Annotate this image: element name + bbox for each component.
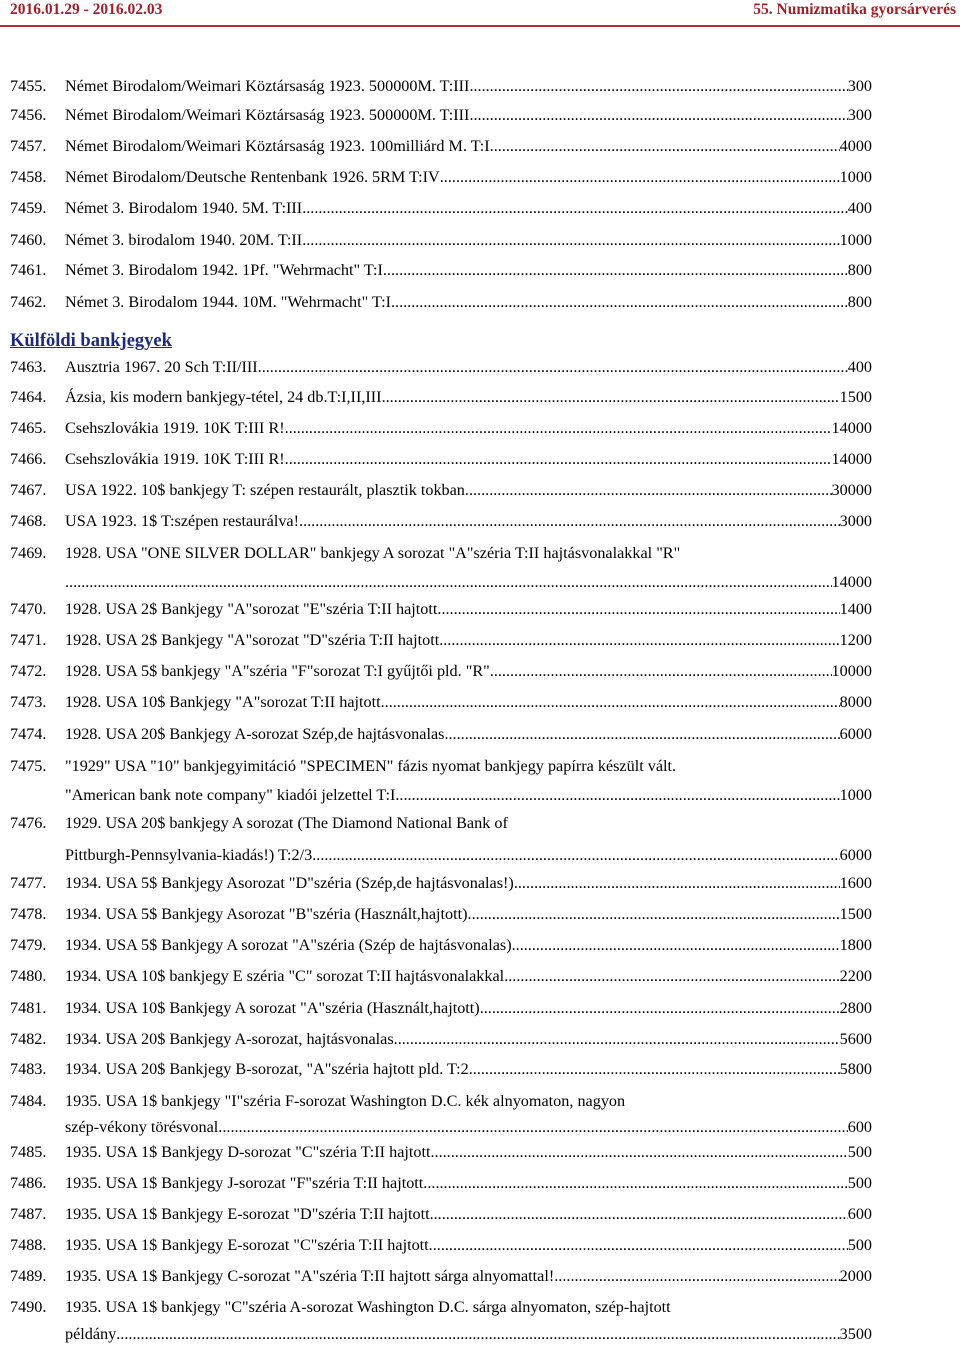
lot-item — [10, 998, 872, 1019]
lot-price: 5800 — [839, 1060, 872, 1078]
lot-item — [10, 292, 872, 313]
lot-item — [10, 904, 872, 925]
lot-price: 2200 — [839, 967, 872, 985]
lot-description: Német 3. Birodalom 1944. 10M. "Wehrmacht" T:I — [65, 293, 391, 311]
lot-price: 800 — [847, 261, 872, 279]
lot-description: 1935. USA 1$ bankjegy "I"széria F-sorozat Washington D.C. kék alnyomaton, nagyon — [65, 1092, 626, 1110]
dot-leader — [391, 292, 848, 313]
dot-leader — [218, 1117, 847, 1138]
lot-item — [10, 813, 872, 834]
lot-number: 7464. — [10, 388, 47, 406]
lot-description-continued: "American bank note company" kiadói jelzettel T:I — [65, 786, 396, 804]
dot-leader — [480, 998, 840, 1019]
lot-number: 7478. — [10, 905, 47, 923]
lot-number: 7476. — [10, 814, 47, 832]
dot-leader — [429, 1235, 848, 1256]
lot-number: 7459. — [10, 199, 47, 217]
dot-leader — [285, 449, 832, 470]
lot-description: Német Birodalom/Weimari Köztársaság 1923. 100milliárd M. T:I — [65, 137, 490, 155]
dot-leader — [490, 661, 832, 682]
lot-number: 7485. — [10, 1143, 47, 1161]
lot-item — [10, 136, 872, 157]
lot-price: 1500 — [839, 388, 872, 406]
dot-leader — [394, 1029, 840, 1050]
lot-item — [10, 418, 872, 439]
lot-description: USA 1923. 1$ T:szépen restaurálva! — [65, 512, 300, 530]
lot-number: 7477. — [10, 874, 47, 892]
lot-item — [10, 1142, 872, 1163]
lot-description: 1928. USA 2$ Bankjegy "A"sorozat "E"széria T:II hajtott — [65, 600, 438, 618]
lot-number: 7486. — [10, 1174, 47, 1192]
lot-item — [10, 387, 872, 408]
lot-number: 7480. — [10, 967, 47, 985]
lot-price: 3000 — [839, 512, 872, 530]
lot-description: 1934. USA 5$ Bankjegy A sorozat "A"széria (Szép de hajtásvonalas) — [65, 936, 512, 954]
lot-price: 300 — [847, 77, 872, 95]
lot-description-continued: példány — [65, 1325, 117, 1343]
lot-description: "1929" USA "10" bankjegyimitáció "SPECIMEN" fázis nyomat bankjegy papírra készült vált. — [65, 757, 677, 775]
dot-leader — [439, 630, 839, 651]
lot-price: 2800 — [839, 999, 872, 1017]
dot-leader — [285, 418, 832, 439]
lot-description: Német 3. birodalom 1940. 20M. T:II — [65, 231, 303, 249]
dot-leader — [469, 1059, 840, 1080]
dot-leader — [258, 357, 848, 378]
lot-price: 600 — [847, 1118, 872, 1136]
lot-description: 1934. USA 20$ Bankjegy B-sorozat, "A"széria hajtott pld. T:2 — [65, 1060, 469, 1078]
dot-leader — [469, 76, 847, 97]
dot-leader — [465, 480, 832, 501]
lot-description: 1934. USA 10$ Bankjegy A sorozat "A"széria (Használt,hajtott) — [65, 999, 480, 1017]
dot-leader — [444, 724, 839, 745]
lot-number: 7490. — [10, 1298, 47, 1316]
dot-leader — [395, 785, 839, 806]
lot-description: Német Birodalom/Weimari Köztársaság 1923. 500000M. T:III — [65, 77, 470, 95]
lot-price: 1800 — [839, 936, 872, 954]
lot-number: 7468. — [10, 512, 47, 530]
lot-item — [10, 756, 872, 777]
lot-price: 6000 — [839, 725, 872, 743]
lot-price: 1600 — [839, 874, 872, 892]
lot-item — [10, 724, 872, 745]
lot-number: 7455. — [10, 77, 47, 95]
lot-number: 7466. — [10, 450, 47, 468]
lot-item — [10, 935, 872, 956]
lot-item — [10, 1029, 872, 1050]
dot-leader — [383, 260, 848, 281]
lot-item — [10, 449, 872, 470]
lot-item — [10, 167, 872, 188]
lot-number: 7474. — [10, 725, 47, 743]
lot-price: 1200 — [839, 631, 872, 649]
lot-item — [10, 76, 872, 97]
lot-description: 1929. USA 20$ bankjegy A sorozat (The Diamond National Bank of — [65, 814, 508, 832]
lot-item — [10, 1204, 872, 1225]
lot-item — [10, 1059, 872, 1080]
lot-description-continued: szép-vékony törésvonal — [65, 1118, 219, 1136]
lot-description: Német 3. Birodalom 1942. 1Pf. "Wehrmacht" T:I — [65, 261, 383, 279]
dot-leader — [512, 935, 840, 956]
lot-description: 1928. USA 5$ bankjegy "A"széria "F"sorozat T:I gyűjtői pld. "R" — [65, 662, 490, 680]
header-date-range: 2016.01.29 - 2016.02.03 — [10, 1, 163, 18]
lot-item — [10, 260, 872, 281]
lot-item — [10, 105, 872, 126]
lot-price: 6000 — [839, 846, 872, 864]
dot-leader — [299, 511, 840, 532]
lot-item-continuation — [65, 845, 872, 866]
lot-item-continuation — [65, 785, 872, 806]
dot-leader — [381, 692, 840, 713]
lot-description-continued: Pittburgh-Pennsylvania-kiadás!) T:2/3 — [65, 846, 313, 864]
lot-number: 7463. — [10, 358, 47, 376]
lot-number: 7458. — [10, 168, 47, 186]
lot-price: 1000 — [839, 231, 872, 249]
lot-number: 7457. — [10, 137, 47, 155]
lot-item — [10, 357, 872, 378]
lot-description: 1935. USA 1$ bankjegy "C"széria A-sorozat Washington D.C. sárga alnyomaton, szép-hajtott — [65, 1298, 671, 1316]
lot-item — [10, 543, 872, 564]
lot-number: 7467. — [10, 481, 47, 499]
lot-item — [10, 511, 872, 532]
lot-description: 1928. USA 20$ Bankjegy A-sorozat Szép,de hajtásvonalas — [65, 725, 445, 743]
lot-item — [10, 873, 872, 894]
lot-number: 7475. — [10, 757, 47, 775]
lot-number: 7460. — [10, 231, 47, 249]
lot-price: 1500 — [839, 905, 872, 923]
dot-leader — [116, 1324, 839, 1345]
dot-leader — [65, 572, 832, 593]
lot-description: 1935. USA 1$ Bankjegy C-sorozat "A"széria T:II hajtott sárga alnyomattal! — [65, 1267, 555, 1285]
lot-description: 1934. USA 20$ Bankjegy A-sorozat, hajtásvonalas — [65, 1030, 394, 1048]
dot-leader — [302, 230, 839, 251]
lot-description: Német Birodalom/Deutsche Rentenbank 1926. 5RM T:IV — [65, 168, 440, 186]
lot-price: 500 — [847, 1143, 872, 1161]
lot-item-continuation — [65, 572, 872, 593]
dot-leader — [437, 599, 839, 620]
lot-item — [10, 661, 872, 682]
dot-leader — [423, 1173, 847, 1194]
dot-leader — [490, 136, 840, 157]
lot-description: 1934. USA 10$ bankjegy E széria "C" sorozat T:II hajtásvonalakkal — [65, 967, 505, 985]
lot-description: Ázsia, kis modern bankjegy-tétel, 24 db.T:I,II,III — [65, 388, 382, 406]
lot-price: 14000 — [831, 450, 872, 468]
lot-item — [10, 230, 872, 251]
lot-item — [10, 966, 872, 987]
lot-item — [10, 1173, 872, 1194]
lot-description: 1934. USA 5$ Bankjegy Asorozat "B"széria (Használt,hajtott) — [65, 905, 468, 923]
lot-description: 1934. USA 5$ Bankjegy Asorozat "D"széria (Szép,de hajtásvonalas!) — [65, 874, 514, 892]
lot-price: 800 — [847, 293, 872, 311]
lot-number: 7470. — [10, 600, 47, 618]
dot-leader — [504, 966, 839, 987]
lot-price: 1000 — [839, 786, 872, 804]
lot-price: 400 — [847, 199, 872, 217]
dot-leader — [302, 198, 848, 219]
lot-price: 400 — [847, 358, 872, 376]
lot-description: 1935. USA 1$ Bankjegy E-sorozat "D"széria T:II hajtott — [65, 1205, 430, 1223]
lot-number: 7489. — [10, 1267, 47, 1285]
lot-price: 14000 — [831, 419, 872, 437]
lot-price: 4000 — [839, 137, 872, 155]
lot-number: 7456. — [10, 106, 47, 124]
lot-item — [10, 1091, 872, 1112]
dot-leader — [312, 845, 839, 866]
lot-price: 500 — [847, 1174, 872, 1192]
lot-description: USA 1922. 10$ bankjegy T: szépen restaurált, plasztik tokban — [65, 481, 465, 499]
lot-price: 14000 — [831, 573, 872, 591]
lot-description: Német 3. Birodalom 1940. 5M. T:III — [65, 199, 303, 217]
lot-number: 7484. — [10, 1092, 47, 1110]
lot-number: 7461. — [10, 261, 47, 279]
lot-item — [10, 1297, 872, 1318]
lot-item — [10, 198, 872, 219]
dot-leader — [554, 1266, 839, 1287]
dot-leader — [514, 873, 840, 894]
dot-leader — [430, 1142, 847, 1163]
lot-number: 7481. — [10, 999, 47, 1017]
lot-number: 7488. — [10, 1236, 47, 1254]
lot-number: 7473. — [10, 693, 47, 711]
dot-leader — [468, 904, 840, 925]
lot-description: 1935. USA 1$ Bankjegy J-sorozat "F"széria T:II hajtott — [65, 1174, 424, 1192]
lot-number: 7465. — [10, 419, 47, 437]
header-auction-title: 55. Numizmatika gyorsárverés — [753, 1, 956, 18]
lot-description: 1928. USA "ONE SILVER DOLLAR" bankjegy A sorozat "A"széria T:II hajtásvonalakkal "R" — [65, 544, 681, 562]
lot-item — [10, 1266, 872, 1287]
lot-price: 3500 — [839, 1325, 872, 1343]
lot-price: 1400 — [839, 600, 872, 618]
lot-price: 30000 — [831, 481, 872, 499]
lot-description: 1935. USA 1$ Bankjegy E-sorozat "C"széria T:II hajtott — [65, 1236, 429, 1254]
lot-item — [10, 480, 872, 501]
lot-description: Csehszlovákia 1919. 10K T:III R! — [65, 419, 285, 437]
lot-number: 7482. — [10, 1030, 47, 1048]
lot-item — [10, 1235, 872, 1256]
lot-price: 600 — [847, 1205, 872, 1223]
lot-description: 1935. USA 1$ Bankjegy D-sorozat "C"széria T:II hajtott — [65, 1143, 431, 1161]
lot-price: 300 — [847, 106, 872, 124]
lot-item-continuation — [65, 1117, 872, 1138]
lot-item — [10, 630, 872, 651]
dot-leader — [430, 1204, 848, 1225]
lot-price: 10000 — [831, 662, 872, 680]
dot-leader — [469, 105, 847, 126]
lot-price: 500 — [847, 1236, 872, 1254]
lot-number: 7483. — [10, 1060, 47, 1078]
lot-number: 7479. — [10, 936, 47, 954]
lot-description: Német Birodalom/Weimari Köztársaság 1923. 500000M. T:III — [65, 106, 470, 124]
lot-item — [10, 692, 872, 713]
dot-leader — [440, 167, 840, 188]
lot-item-continuation — [65, 1324, 872, 1345]
lot-description: 1928. USA 10$ Bankjegy "A"sorozat T:II hajtott — [65, 693, 381, 711]
lot-price: 5600 — [839, 1030, 872, 1048]
lot-item — [10, 599, 872, 620]
lot-description: Ausztria 1967. 20 Sch T:II/III — [65, 358, 258, 376]
lot-number: 7472. — [10, 662, 47, 680]
lot-description: 1928. USA 2$ Bankjegy "A"sorozat "D"széria T:II hajtott — [65, 631, 440, 649]
lot-number: 7471. — [10, 631, 47, 649]
lot-number: 7462. — [10, 293, 47, 311]
dot-leader — [382, 387, 840, 408]
lot-description: Csehszlovákia 1919. 10K T:III R! — [65, 450, 285, 468]
lot-price: 2000 — [839, 1267, 872, 1285]
section-title: Külföldi bankjegyek — [10, 331, 172, 351]
lot-price: 1000 — [839, 168, 872, 186]
lot-number: 7469. — [10, 544, 47, 562]
lot-price: 8000 — [839, 693, 872, 711]
lot-number: 7487. — [10, 1205, 47, 1223]
